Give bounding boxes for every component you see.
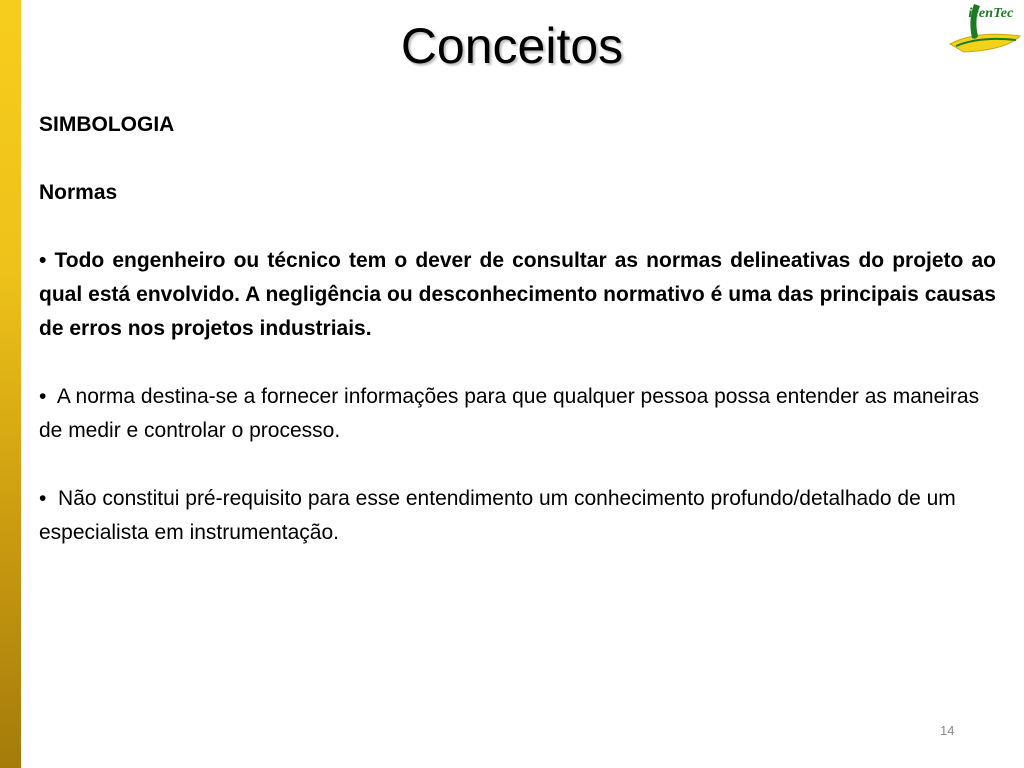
slide-body: [39, 108, 996, 550]
bullet-item: [39, 482, 996, 550]
licentec-logo: [946, 0, 1024, 58]
bullet-marker: •: [39, 385, 47, 408]
bullet-marker: •: [39, 249, 47, 272]
bullet-text: Não constitui pré-requisito para esse entendimento um conhecimento profundo/detalhado de um especialista em instrumentação.: [39, 487, 956, 544]
bullet-text: A norma destina-se a fornecer informações para que qualquer pessoa possa entender as maneiras de medir e controlar o processo.: [39, 385, 980, 442]
section-heading: SIMBOLOGIA: [39, 113, 175, 136]
bullet-item: [39, 244, 996, 346]
slide-title: Conceitos: [400, 18, 624, 74]
side-accent-bar: [0, 0, 21, 768]
logo-text: icenTec: [968, 6, 1014, 21]
bullet-marker: •: [39, 487, 47, 510]
page-number: 14: [940, 723, 955, 738]
subheading: Normas: [39, 181, 118, 204]
bullet-text: Todo engenheiro ou técnico tem o dever de consultar as normas delineativas do projeto ao qual está envolvido. A negligência ou desconhecimento normativo é uma das principais causas de erros nos projetos industriais.: [39, 249, 996, 340]
bullet-item: [39, 380, 996, 448]
